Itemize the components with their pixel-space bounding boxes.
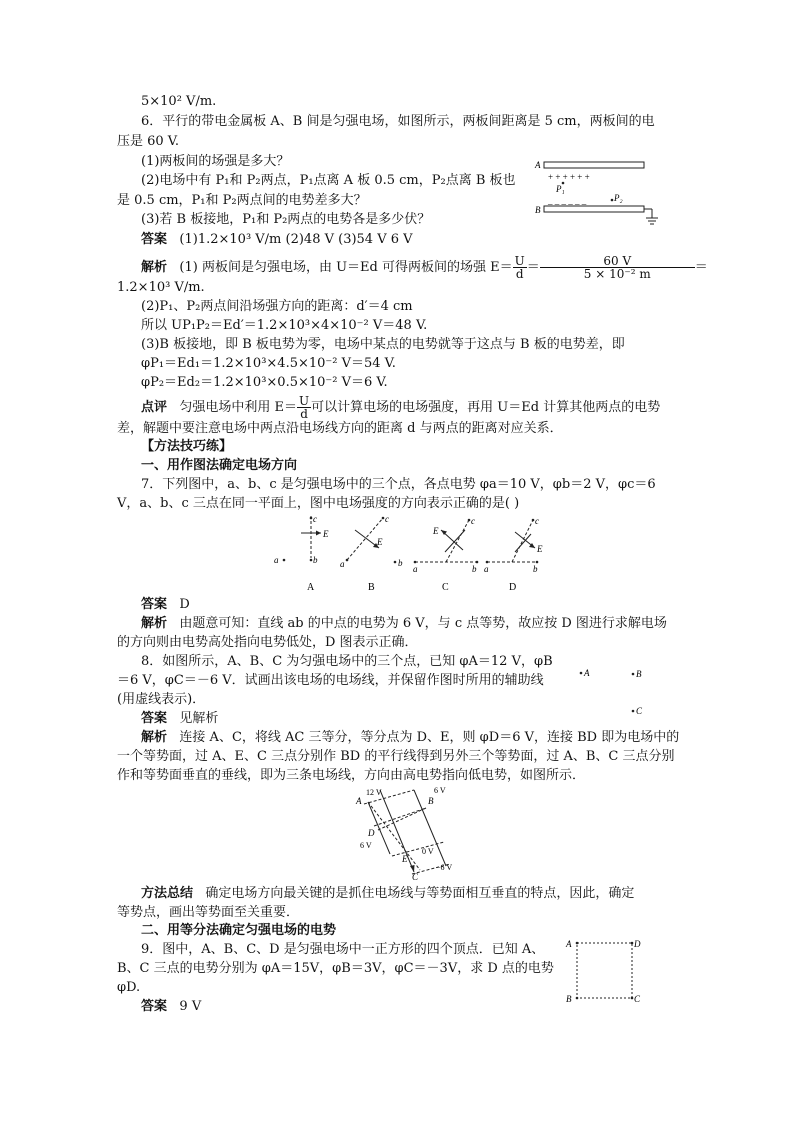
text-line: (1)两板间的场强是多大？ (141, 154, 290, 169)
a-label: A (566, 939, 572, 949)
square-outline (577, 943, 632, 998)
field-line (380, 790, 414, 872)
answer-label: 答案 (141, 597, 168, 612)
a-label: a (340, 559, 345, 569)
dashed-line (446, 520, 469, 562)
fraction-u-d: $\frac{U}{d}$ (299, 394, 310, 421)
a-label: A (356, 796, 362, 806)
b-label: B (428, 796, 434, 806)
text-line: (3)若 B 板接地，P₁和 P₂两点的电势各是多少伏？ (141, 212, 431, 227)
answer-line: 答案 9 V (141, 999, 202, 1014)
plus-charges: + + + + + + (548, 172, 590, 182)
point-c (310, 517, 313, 520)
analysis-line (141, 255, 708, 280)
d-label: D (634, 939, 641, 949)
answer-label: 答案 (141, 711, 168, 726)
summary-label: 方法总结 (141, 886, 194, 901)
e-label: E (433, 526, 439, 536)
point-b (476, 561, 479, 564)
c-label: c (313, 514, 317, 524)
text-line: 压是 60 V. (117, 134, 180, 149)
subsection-heading: 一、用作图法确定电场方向 (141, 458, 298, 473)
minus-charges: _ _ _ _ _ _ (548, 196, 587, 206)
vertex-c (631, 997, 634, 1000)
point-a (414, 561, 417, 564)
label-0v: 0 V (422, 847, 434, 856)
point-c (468, 519, 471, 522)
answer-text: (1)1.2×10³ V/m (2)48 V (3)54 V 6 V (179, 232, 413, 247)
text-line: 一个等势面，过 A、E、C 三点分别作 BD 的平行线得到另外三个等势面，过 A、B、C 三点分别 (117, 749, 675, 764)
c-label: c (385, 514, 389, 524)
e-label: E (402, 854, 408, 864)
p1-label: P₁ (556, 184, 565, 194)
point-c (382, 517, 385, 520)
text-line: 差，解题中要注意电场中两点沿电场线方向的距离 d 与两点的距离对应关系． (117, 421, 563, 436)
solution-figure (350, 782, 470, 882)
text-line: (2)P₁、P₂两点间沿场强方向的距离：d′＝4 cm (141, 299, 413, 314)
e-label: E (537, 544, 543, 554)
text-line: (3)B 板接地，即 B 板电势为零，电场中某点的电势就等于这点与 B 板的电势差，即 (141, 337, 625, 352)
text-line: 的方向则由电势高处指向电势低处，D 图表示正确． (117, 635, 418, 650)
text-line: φD. (117, 980, 141, 995)
c-label: C (634, 994, 641, 1004)
text-line: (2)电场中有 P₁和 P₂两点，P₁点离 A 板 0.5 cm，P₂点离 B 板也 (141, 173, 516, 188)
label-12v: 12 V (366, 788, 382, 797)
text-line: 5×10² V/m. (141, 94, 217, 109)
option-a-diagram (274, 514, 329, 593)
c-label: C (636, 706, 643, 716)
equipotential-line (374, 808, 426, 826)
a-label: A (584, 668, 590, 678)
fraction-60-over-5e-2: $\frac{60 V}{\text{5 × 10⁻² m}}$ (540, 255, 695, 280)
bd-line (378, 808, 426, 830)
point-b (536, 561, 539, 564)
point-c (632, 710, 635, 713)
point-a (486, 561, 489, 564)
b-label: B (566, 994, 572, 1004)
plate-a-label: A (535, 160, 541, 170)
text-line: ＝6 V，φC＝－6 V．试画出该电场的电场线，并保留作图时所用的辅助线 (117, 673, 544, 688)
analysis-label: 解析 (141, 730, 168, 745)
question-8-stem: 8．如图所示，A、B、C 为匀强电场中的三个点，已知 φA＝12 V，φB (141, 654, 553, 669)
d-label: D (368, 828, 375, 838)
question-6-stem: 6．平行的带电金属板 A、B 间是匀强电场，如图所示，两板间距离是 5 cm，两板间的电 (141, 114, 655, 129)
arrow-icon (316, 531, 321, 536)
points-figure (575, 664, 650, 720)
summary-line: 方法总结 确定电场方向最关键的是抓住电场线与等势面相互垂直的特点，因此，确定 (141, 886, 635, 901)
point-a (580, 672, 583, 675)
label-minus-6v: −6 V (436, 863, 453, 872)
e-label: E (377, 537, 383, 547)
comment-label: 点评 (141, 400, 168, 415)
equals: ＝ (694, 260, 708, 275)
options-figure (265, 512, 555, 594)
question-9-stem: 9．图中，A、B、C、D 是匀强电场中一正方形的四个顶点．已知 A、 (141, 942, 545, 957)
plates-figure (530, 156, 660, 226)
vertex-b (576, 997, 579, 1000)
subsection-heading: 二、用等分法确定匀强电场的电势 (141, 923, 337, 938)
answer-line (141, 232, 413, 248)
a-label: a (413, 564, 418, 574)
point-p2 (611, 199, 614, 202)
question-7-stem: 7．下列图中，a、b、c 是匀强电场中的三个点，各点电势 φa＝10 V，φb＝2 V，φc＝6 (141, 477, 656, 492)
text-line: 是 0.5 cm，P₁和 P₂两点间的电势差多大？ (117, 193, 367, 208)
dashed-line (512, 520, 533, 562)
label-6v-left: 6 V (360, 841, 372, 850)
label-6v-top: 6 V (434, 786, 446, 795)
option-label: A (307, 582, 315, 593)
text-line: V，a、b、c 三点在同一平面上，图中电场强度的方向表示正确的是( ) (117, 496, 520, 511)
text-line: 所以 UP₁P₂＝Ed′＝1.2×10³×4×10⁻² V＝48 V. (141, 318, 428, 333)
fraction-u-d: $\frac{U}{d}$ (514, 254, 525, 281)
point-b (394, 561, 397, 564)
answer-line: 答案 见解析 (141, 711, 219, 726)
point-a (283, 559, 286, 562)
c-label: c (471, 516, 475, 526)
text-line: 作和等势面垂直的垂线，即为三条电场线，方向由高电势指向低电势，如图所示． (117, 768, 586, 783)
vertex-d (631, 942, 634, 945)
b-label: b (398, 558, 403, 568)
analysis-label: 解析 (141, 260, 168, 275)
analysis-text: (1) 两板间是匀强电场，由 U＝Ed 可得两板间的场强 E＝ (179, 260, 513, 275)
point-c (532, 519, 535, 522)
equals: ＝ (526, 260, 540, 275)
analysis-line: 解析 连接 A、C，将线 AC 三等分，等分点为 D、E，则 φD＝6 V，连接 BD 即为电场中的 (141, 730, 680, 745)
b-label: b (313, 555, 318, 565)
option-label: D (509, 582, 517, 593)
option-d-diagram (484, 516, 543, 593)
p2-label: P₂ (614, 193, 623, 203)
section-heading: 【方法技巧练】 (141, 439, 233, 454)
e-label: E (323, 529, 329, 539)
point-a (346, 559, 349, 562)
ac-line (368, 802, 420, 870)
a-label: a (484, 564, 489, 574)
b-label: b (533, 564, 538, 574)
b-label: b (472, 564, 477, 574)
a-label: a (274, 555, 279, 565)
text-line: φP₁＝Ed₁＝1.2×10³×4.5×10⁻² V＝54 V. (141, 356, 396, 371)
answer-line: 答案 D (141, 597, 190, 612)
point-b (632, 673, 635, 676)
vertex-a (576, 942, 579, 945)
plate-b-label: B (535, 205, 541, 215)
comment-line: 点评 匀强电场中利用 E＝ $\frac{U}{d}$ 可以计算电场的电场强度，再用 U＝Ed 计算其他两点的电势 (141, 394, 661, 421)
analysis-label: 解析 (141, 616, 168, 631)
option-label: C (442, 582, 449, 593)
plate-b (544, 206, 644, 212)
answer-label: 答案 (141, 999, 168, 1014)
text-line: φP₂＝Ed₂＝1.2×10³×0.5×10⁻² V＝6 V. (141, 375, 388, 390)
option-c-diagram (413, 516, 478, 593)
option-b-diagram (340, 514, 403, 593)
text-line: 1.2×10³ V/m. (117, 280, 205, 295)
option-label: B (368, 582, 375, 593)
text-line: (用虚线表示)． (117, 692, 206, 707)
b-label: B (636, 669, 642, 679)
answer-label: 答案 (141, 232, 168, 247)
text-line: 等势点，画出等势面至关重要． (117, 905, 300, 920)
c-label: c (535, 516, 539, 526)
square-figure (562, 936, 646, 1006)
c-label: C (412, 872, 419, 882)
plate-a (544, 162, 644, 168)
point-b (310, 559, 313, 562)
arrow-icon (410, 865, 415, 872)
analysis-line: 解析 由题意可知：直线 ab 的中点的电势为 6 V，与 c 点等势，故应按 D 图进行求解电场 (141, 616, 667, 631)
text-line: B、C 三点的电势分别为 φA＝15V，φB＝3V，φC＝－3V，求 D 点的电势 (117, 961, 554, 976)
